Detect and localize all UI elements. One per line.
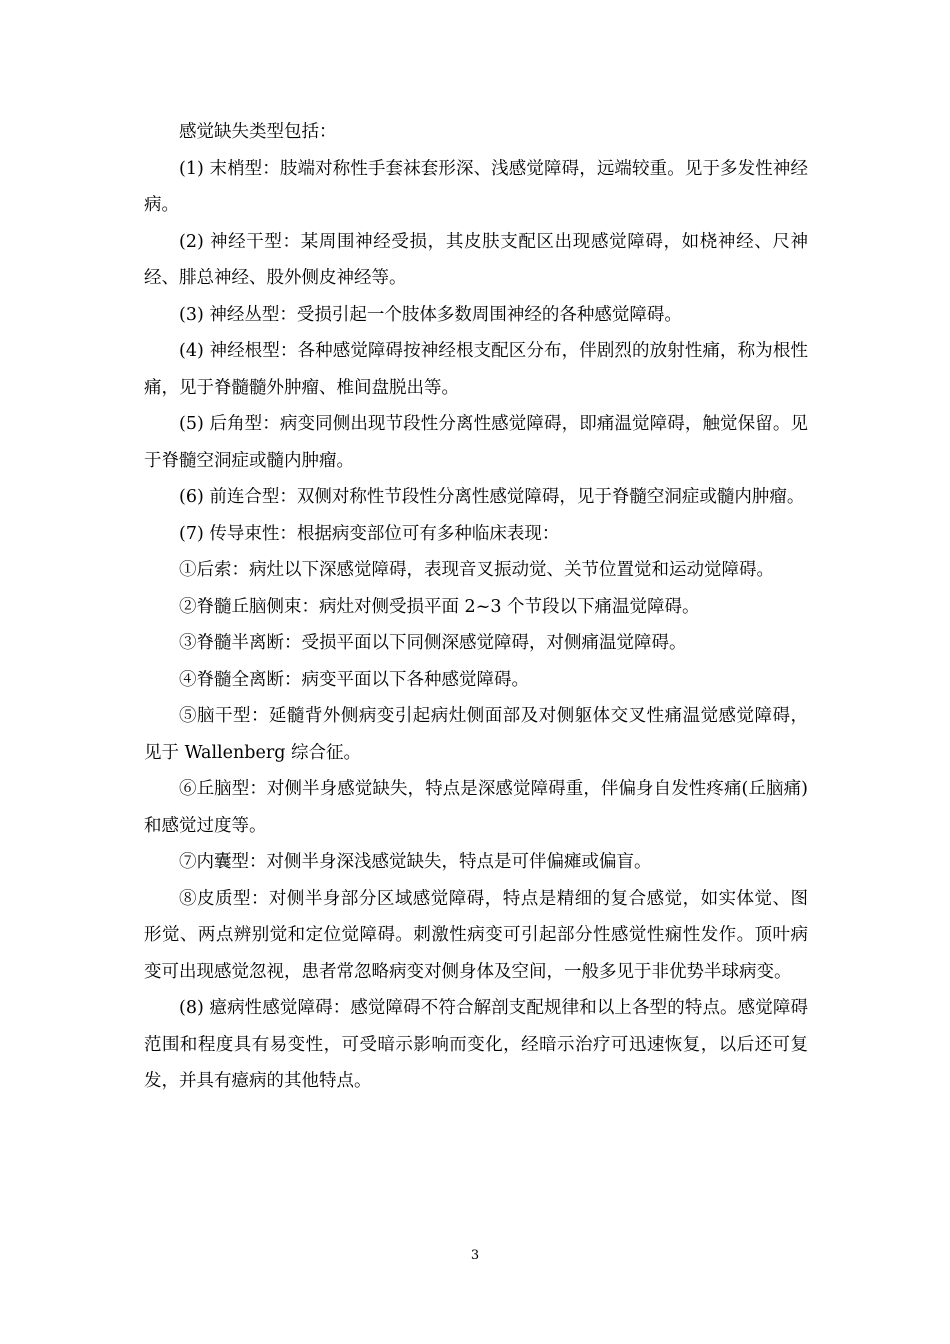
paragraph-type-3: (3) 神经丛型：受损引起一个肢体多数周围神经的各种感觉障碍。 <box>179 304 682 325</box>
paragraph-subtype-8: ⑧皮质型：对侧半身部分区域感觉障碍，特点是精细的复合感觉，如实体觉、图形觉、两点辨别觉和定位觉障碍。刺激性病变可引起部分性感觉性痫性发作。顶叶病变可出现感觉忽视，患者常忽略病变对侧身体及空间，一般多见于非优势半球病变。 <box>144 888 808 982</box>
paragraph-type-1: (1) 末梢型：肢端对称性手套袜套形深、浅感觉障碍，远端较重。见于多发性神经病。 <box>144 158 808 215</box>
paragraph-subtype-6: ⑥丘脑型：对侧半身感觉缺失，特点是深感觉障碍重，伴偏身自发性疼痛(丘脑痛)和感觉过度等。 <box>144 779 808 836</box>
paragraph-subtype-5: ⑤脑干型：延髓背外侧病变引起病灶侧面部及对侧躯体交叉性痛温觉感觉障碍，见于 Wallenberg 综合征。 <box>144 706 808 763</box>
paragraph-type-4: (4) 神经根型：各种感觉障碍按神经根支配区分布，伴剧烈的放射性痛，称为根性痛，见于脊髓髓外肿瘤、椎间盘脱出等。 <box>144 341 808 398</box>
paragraph-type-8: (8) 癔病性感觉障碍：感觉障碍不符合解剖支配规律和以上各型的特点。感觉障碍范围和程度具有易变性，可受暗示影响而变化，经暗示治疗可迅速恢复，以后还可复发，并具有癔病的其他特点。 <box>144 998 808 1091</box>
document-body <box>144 114 808 1100</box>
paragraph-subtype-4: ④脊髓全离断：病变平面以下各种感觉障碍。 <box>179 669 529 690</box>
page-number: 3 <box>470 1248 480 1263</box>
paragraph-type-7: (7) 传导束性：根据病变部位可有多种临床表现： <box>179 523 560 544</box>
paragraph-subtype-7: ⑦内囊型：对侧半身深浅感觉缺失，特点是可伴偏瘫或偏盲。 <box>179 852 652 872</box>
paragraph-intro: 感觉缺失类型包括： <box>179 122 337 142</box>
paragraph-type-2: (2) 神经干型：某周围神经受损，其皮肤支配区出现感觉障碍，如桡神经、尺神经、腓总神经、股外侧皮神经等。 <box>144 231 808 288</box>
paragraph-subtype-3: ③脊髓半离断：受损平面以下同侧深感觉障碍，对侧痛温觉障碍。 <box>179 633 687 653</box>
paragraph-type-5: (5) 后角型：病变同侧出现节段性分离性感觉障碍，即痛温觉障碍，触觉保留。见于脊髓空洞症或髓内肿瘤。 <box>144 414 808 471</box>
paragraph-type-6: (6) 前连合型：双侧对称性节段性分离性感觉障碍，见于脊髓空洞症或髓内肿瘤。 <box>179 487 805 507</box>
paragraph-subtype-1: ①后索：病灶以下深感觉障碍，表现音叉振动觉、关节位置觉和运动觉障碍。 <box>179 560 774 580</box>
paragraph-subtype-2: ②脊髓丘脑侧束：病灶对侧受损平面 2~3 个节段以下痛温觉障碍。 <box>179 596 700 617</box>
